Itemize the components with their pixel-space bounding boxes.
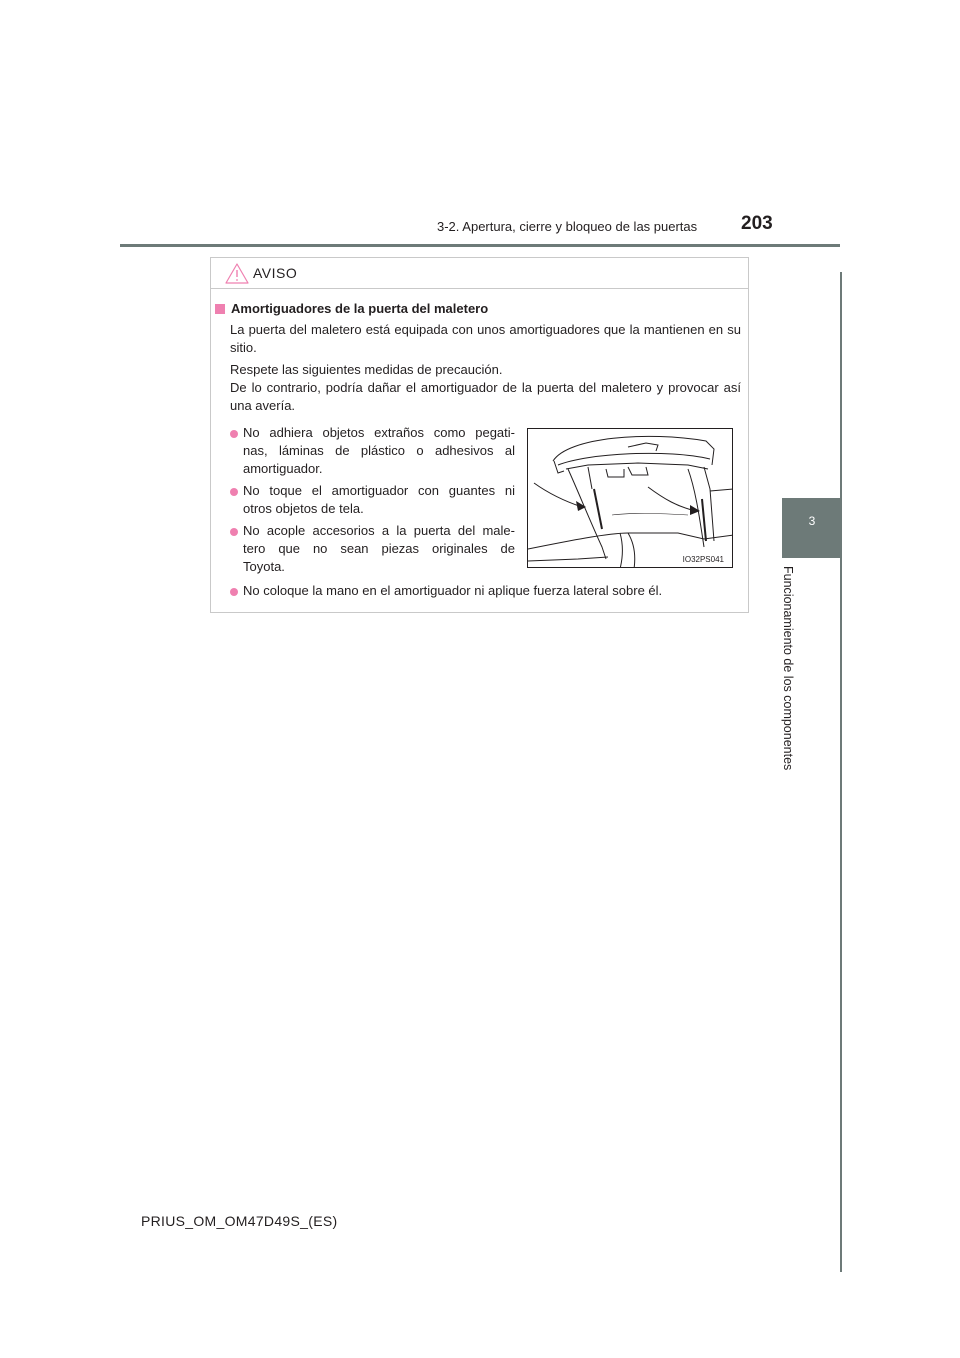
bullet-dot-icon [230, 430, 238, 438]
section-square-icon [215, 304, 225, 314]
bullet-1-line-3: amortiguador. [243, 461, 323, 476]
bullet-3-line-3: Toyota. [243, 559, 285, 574]
bullet-1-line-2: nas, láminas de plástico o adhesivos al [243, 443, 515, 458]
chapter-label: Funcionamiento de los componentes [781, 566, 795, 771]
bullet-2-line-2: otros objetos de tela. [243, 501, 364, 516]
figure-label: IO32PS041 [682, 555, 724, 564]
chapter-number: 3 [808, 514, 816, 528]
chapter-tab [782, 498, 842, 558]
page-number: 203 [741, 213, 773, 234]
paragraph-2-line-1: Respete las siguientes medidas de precaución. [230, 362, 503, 377]
header-rule [120, 244, 840, 247]
chapter-label-wrap [781, 566, 803, 776]
bullet-dot-icon [230, 528, 238, 536]
paragraph-1: La puerta del maletero está equipada con unos amortiguadores que la mantienen en su sitio. [230, 322, 741, 355]
bullet-dot-icon [230, 588, 238, 596]
warning-triangle-icon [225, 263, 249, 284]
bullet-2-line-1: No toque el amortiguador con guantes ni [243, 483, 515, 498]
bullet-1 [243, 424, 515, 478]
bullet-2 [243, 482, 515, 518]
side-bar [840, 272, 842, 1272]
tailgate-drawing [528, 429, 733, 568]
bullet-3-line-2: tero que no sean piezas originales de [243, 541, 515, 556]
bullet-3 [243, 522, 515, 576]
section-title [215, 300, 488, 318]
bullet-1-line-1: No adhiera objetos extraños como pegati- [243, 425, 515, 440]
bullet-4: No coloque la mano en el amortiguador ni aplique fuerza lateral sobre él. [243, 583, 663, 598]
section-header: 3-2. Apertura, cierre y bloqueo de las puertas [437, 219, 698, 234]
footer-code: PRIUS_OM_OM47D49S_(ES) [141, 1213, 338, 1229]
warning-title: AVISO [253, 265, 298, 281]
paragraph-2-line-2: De lo contrario, podría dañar el amortiguador de la puerta del maletero y provocar así una avería. [230, 380, 741, 413]
bullet-3-line-1: No acople accesorios a la puerta del male- [243, 523, 515, 538]
bullet-dot-icon [230, 488, 238, 496]
warning-header [211, 258, 748, 289]
section-title-text: Amortiguadores de la puerta del maletero [231, 301, 489, 316]
warning-box [210, 257, 749, 613]
tailgate-damper-illustration [527, 428, 733, 568]
